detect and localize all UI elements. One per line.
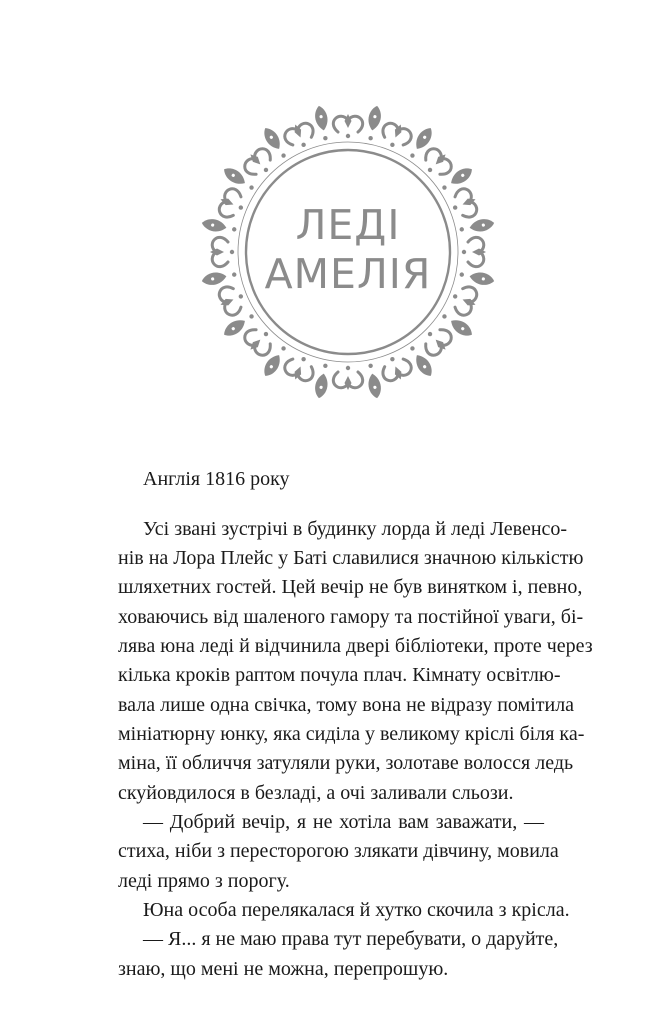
paragraph-line: знаю, що мені не можна, перепрошую. bbox=[118, 958, 449, 980]
paragraph-line: леді прямо з порогу. bbox=[118, 870, 290, 892]
paragraph-line: нів на Лора Плейс у Баті славилися значною кількістю bbox=[118, 547, 584, 569]
paragraph-line: вала лише одна свічка, тому вона не відразу помітила bbox=[118, 694, 575, 716]
paragraph-line: Юна особа перелякалася й хутко скочила з крісла. bbox=[143, 899, 570, 921]
paragraph-line: кілька кроків раптом почула плач. Кімнату освітлю- bbox=[118, 664, 561, 686]
paragraph-line: скуйовдилося в безладі, а очі заливали сльози. bbox=[118, 782, 514, 804]
paragraph-line: шляхетних гостей. Цей вечір не був винятком і, певно, bbox=[118, 576, 583, 598]
paragraph-line: міна, її обличчя затуляли руки, золотаве волосся ледь bbox=[118, 752, 574, 774]
paragraph-line: мініатюрну юнку, яка сиділа у великому кріслі біля ка- bbox=[118, 723, 585, 745]
paragraph-line: — Я... я не маю права тут перебувати, о даруйте, bbox=[143, 928, 559, 950]
paragraph-line: лява юна леді й відчинила двері бібліотеки, проте через bbox=[118, 635, 593, 657]
chapter-title-line-2: АМЕЛІЯ bbox=[264, 250, 432, 298]
paragraph-line: стиха, ніби з пересторогою злякати дівчину, мовила bbox=[118, 840, 559, 862]
chapter-title-line-1: ЛЕДІ bbox=[295, 201, 401, 249]
paragraph-line: ховаючись від шаленого гамору та постійної уваги, бі- bbox=[118, 606, 584, 628]
paragraph-line: Усі звані зустрічі в будинку лорда й леді Левенсо- bbox=[143, 518, 568, 540]
paragraph-line: — Добрий вечір, я не хотіла вам заважати, — bbox=[143, 811, 544, 833]
dateline: Англія 1816 року bbox=[143, 468, 290, 490]
